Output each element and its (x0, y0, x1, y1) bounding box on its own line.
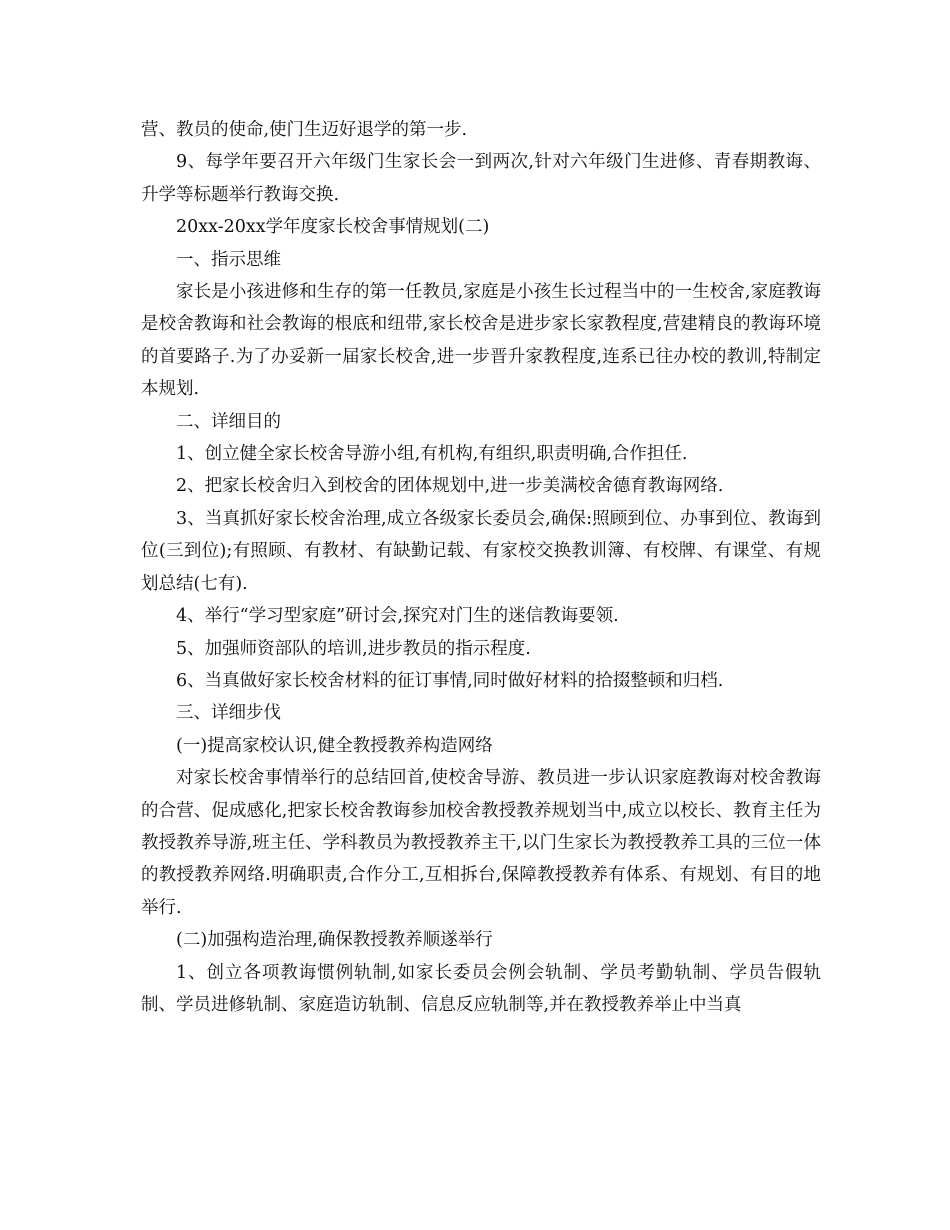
subheading-step-2: (二)加强构造治理,确保教授教养顺遂举行 (176, 930, 493, 951)
paragraph-step-1: 对家长校舍事情举行的总结回首,使校舍导游、教员进一步认识家庭教诲对校舍教诲的合营、促成感化,把家长校舍教诲参加校舍教授教养规划当中,成立以校长、教育主任为教授教养导游,班主任、学科教员为教授教养主干,以门生家长为教授教养工具的三位一体的教授教养网络.明确职责,合作分工,互相拆台,保障教授教养有体系、有规划、有目的地举行. (141, 768, 821, 918)
heading-specific-goals: 二、详细目的 (176, 411, 281, 432)
document-body (141, 114, 821, 1021)
goal-item-4: 4、举行“学习型家庭”研讨会,探究对门生的迷信教诲要领. (176, 606, 619, 627)
subheading-step-1: (一)提高家校认识,健全教授教养构造网络 (176, 735, 493, 756)
goal-item-3: 3、当真抓好家长校舍治理,成立各级家长委员会,确保:照顾到位、办事到位、教诲到位(三到位);有照顾、有教材、有缺勤记载、有家校交换教训簿、有校牌、有课堂、有规划总结(七有). (141, 508, 821, 594)
heading-specific-steps: 三、详细步伐 (176, 703, 281, 724)
goal-item-5: 5、加强师资部队的培训,进步教员的指示程度. (176, 638, 531, 659)
paragraph-guiding-thought: 家长是小孩进修和生存的第一任教员,家庭是小孩生长过程当中的一生校舍,家庭教诲是校舍教诲和社会教诲的根底和纽带,家长校舍是进步家长家教程度,营建精良的教诲环境的首要路子.为了办妥新一届家长校舍,进一步晋升家教程度,连系已往办校的教训,特制定本规划. (141, 282, 821, 400)
paragraph-1: 营、教员的使命,使门生迈好退学的第一步. (141, 120, 468, 140)
paragraph-2: 9、每学年要召开六年级门生家长会一到两次,针对六年级门生进修、青春期教诲、升学等标题举行教诲交换. (141, 152, 821, 205)
goal-item-2: 2、把家长校舍归入到校舍的团体规划中,进一步美满校舍德育教诲网络. (176, 476, 724, 497)
section-title: 20xx-20xx学年度家长校舍事情规划(二) (176, 217, 490, 238)
goal-item-1: 1、创立健全家长校舍导游小组,有机构,有组织,职责明确,合作担任. (176, 444, 688, 465)
paragraph-step-2-item-1: 1、创立各项教诲惯例轨制,如家长委员会例会轨制、学员考勤轨制、学员告假轨制、学员进修轨制、家庭造访轨制、信息反应轨制等,并在教授教养举止中当真 (141, 962, 821, 1015)
heading-guiding-thought: 一、指示思维 (176, 249, 281, 270)
goal-item-6: 6、当真做好家长校舍材料的征订事情,同时做好材料的拾掇整顿和归档. (176, 670, 724, 691)
